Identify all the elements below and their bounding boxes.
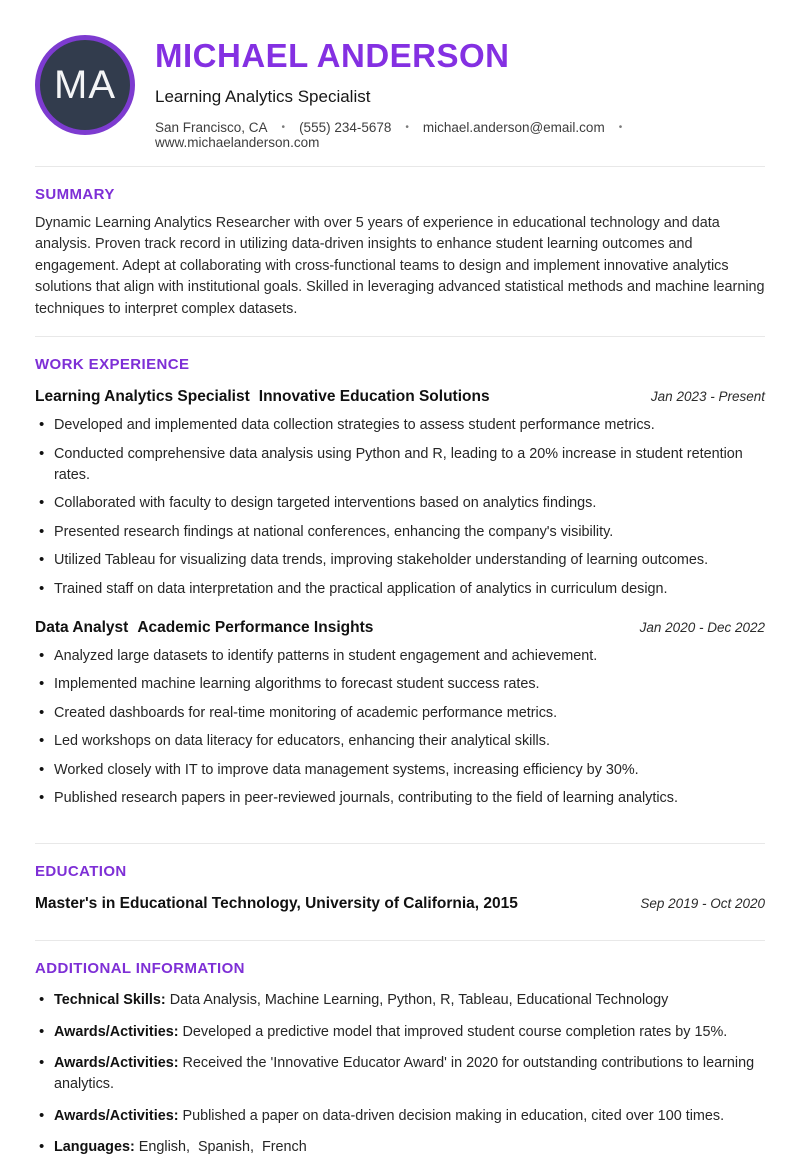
education-degree: Master's in Educational Technology, University of California, 2015 (35, 895, 518, 913)
job-bullet-item: • Implemented machine learning algorithms to forecast student success rates. (35, 674, 765, 695)
resume-header (35, 33, 765, 150)
job-bullet-item: • Developed and implemented data collection strategies to assess student performance metrics. (35, 415, 765, 436)
summary-section (35, 186, 765, 321)
job-bullet-item: • Utilized Tableau for visualizing data trends, improving stakeholder understanding of learning outcomes. (35, 550, 765, 571)
contact-item: michael.anderson@email.com (422, 119, 605, 135)
job-bullet-item: • Analyzed large datasets to identify patterns in student engagement and achievement. (35, 646, 765, 667)
education-dates: Sep 2019 - Oct 2020 (640, 896, 765, 912)
education-heading: EDUCATION (35, 863, 127, 881)
summary-heading: SUMMARY (35, 185, 115, 203)
job-bullet-item: • Trained staff on data interpretation and the practical application of analytics in curriculum design. (35, 579, 765, 600)
additional-info-item: • Awards/Activities: Published a paper on data-driven decision making in education, cited over 100 times. (35, 1106, 765, 1127)
contact-separator-dot: • (281, 121, 286, 133)
job-bullet-item: • Published research papers in peer-reviewed journals, contributing to the field of learning analytics. (35, 788, 765, 809)
header-text (155, 33, 765, 150)
avatar (35, 35, 135, 135)
work-experience-section (35, 356, 765, 809)
avatar-initials: MA (54, 62, 116, 107)
contact-separator-dot: • (618, 121, 623, 133)
job-bullet-list (35, 415, 765, 600)
job-position-title: Learning Analytics Specialist (35, 388, 250, 406)
contact-item: San Francisco, CA (155, 119, 268, 135)
job-title-company (35, 619, 373, 637)
additional-info-list (35, 990, 765, 1158)
job-list (35, 388, 765, 809)
additional-info-item: • Awards/Activities: Received the 'Innovative Educator Award' in 2020 for outstanding contributions to learning analytics. (35, 1053, 765, 1095)
job-position-title: Data Analyst (35, 618, 129, 636)
job-entry (35, 619, 765, 810)
divider-work (35, 843, 765, 844)
education-section (35, 863, 765, 913)
contact-line (155, 120, 765, 150)
person-name: MICHAEL ANDERSON (155, 37, 510, 74)
contact-item: www.michaelanderson.com (155, 134, 320, 150)
summary-text: Dynamic Learning Analytics Researcher with over 5 years of experience in educational technology and data analysis. Proven track record in utilizing data-driven insights to enhance student learning outcomes and engagement. Adept at collaborating with cross-functional teams to design and implement innovative analytics solutions that align with institutional goals. Skilled in leveraging advanced statistical methods and machine learning techniques to interpret complex datasets. (35, 214, 765, 317)
job-company-name: Innovative Education Solutions (258, 388, 490, 406)
job-entry-header (35, 388, 765, 406)
divider-education (35, 940, 765, 941)
job-bullet-item: • Created dashboards for real-time monitoring of academic performance metrics. (35, 703, 765, 724)
job-bullet-item: • Worked closely with IT to improve data management systems, increasing efficiency by 30%. (35, 760, 765, 781)
contact-item: (555) 234-5678 (299, 119, 392, 135)
job-dates: Jan 2023 - Present (650, 389, 765, 405)
additional-info-label: Awards/Activities: (54, 1107, 179, 1124)
additional-info-item: • Technical Skills: Data Analysis, Machine Learning, Python, R, Tableau, Educational Technology (35, 990, 765, 1011)
job-entry-header (35, 619, 765, 637)
divider-header (35, 166, 765, 167)
education-entry (35, 895, 765, 913)
job-bullet-item: • Conducted comprehensive data analysis using Python and R, leading to a 20% increase in student retention rates. (35, 444, 765, 486)
additional-info-label: Technical Skills: (54, 992, 166, 1009)
person-job-title: Learning Analytics Specialist (155, 86, 371, 106)
job-bullet-item: • Presented research findings at national conferences, enhancing the company's visibility. (35, 522, 765, 543)
job-bullet-item: • Collaborated with faculty to design targeted interventions based on analytics findings. (35, 493, 765, 514)
job-dates: Jan 2020 - Dec 2022 (639, 619, 765, 635)
job-title-company (35, 388, 490, 406)
additional-info-section (35, 960, 765, 1158)
job-bullet-list (35, 646, 765, 810)
divider-summary (35, 336, 765, 337)
additional-info-item: • Languages: English, Spanish, French (35, 1137, 765, 1158)
additional-info-item: • Awards/Activities: Developed a predictive model that improved student course completion rates by 15%. (35, 1022, 765, 1043)
job-company-name: Academic Performance Insights (137, 618, 374, 636)
contact-separator-dot: • (405, 121, 409, 133)
job-entry (35, 388, 765, 600)
additional-info-label: Awards/Activities: (54, 1055, 179, 1072)
additional-info-label: Languages: (54, 1139, 135, 1156)
work-experience-heading: WORK EXPERIENCE (35, 356, 190, 374)
job-bullet-item: • Led workshops on data literacy for educators, enhancing their analytical skills. (35, 731, 765, 752)
additional-info-label: Awards/Activities: (54, 1023, 179, 1040)
additional-info-heading: ADDITIONAL INFORMATION (35, 960, 245, 978)
